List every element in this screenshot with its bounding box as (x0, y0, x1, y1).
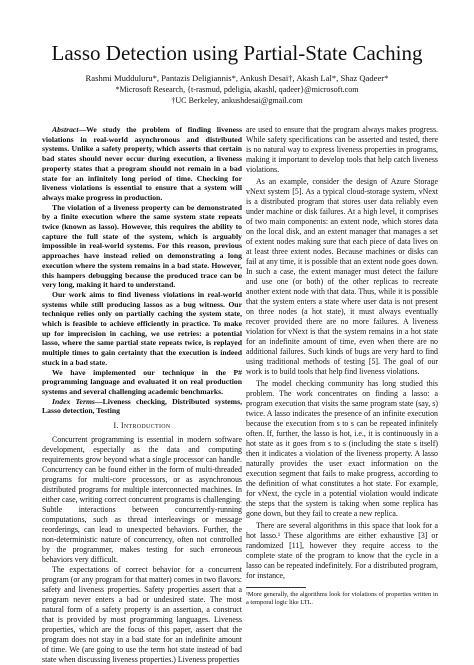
affiliation-berkeley: †UC Berkeley, ankushdesai@gmail.com (171, 96, 303, 105)
abstract-label: Abstract (52, 125, 79, 134)
abstract-paragraph: The violation of a liveness property can be demonstrated by a finite execution where the same system state repeats twice (known as lasso). However, this requires the ability to capture the full state of the system, which is arguably impossible in real-world systems. For this reason, previous approaches have instead relied on demonstrating a long execution where the system remains in a bad state. However, this hampers debugging because the produced trace can be very long, making it hard to understand. (42, 202, 242, 290)
body-paragraph: Concurrent programming is essential in modern software development, especially as the data and computing requirements grow beyond what a single processor can handle. Concurrency can be found either in the form of multi-threaded programs for multi-core processors, or as asynchronous distributed programs for multiple interconnected machines. In either case, writing correct concurrent programs is challenging. Subtle interactions between concurrently-running computations, such as thread interleavings or message reorderings, can lead to unexpected behaviors. Further, the non-deterministic nature of concurrency, often not controlled by the programmer, makes testing for such erroneous behaviors very difficult. (42, 435, 242, 565)
author-list: Rashmi Mudduluru*, Pantazis Deligiannis*, Ankush Desai†, Akash Lal*, Shaz Qadeer* (85, 73, 389, 83)
index-terms-label: Index Terms (52, 396, 95, 406)
abstract-paragraph: Abstract—We study the problem of finding liveness violations in real-world asynchronous and distributed systems. Unlike a safety property, which asserts that certain bad states should never occur during execution, a liveness property states that a program should not remain in a bad state for an infinitely long period of time. Checking for liveness violations is essential to ensure that a system will always make progress in production. (42, 125, 242, 202)
abstract-paragraph: We have implemented our technique in the P# programming language and evaluated it on real production systems and several challenging academic benchmarks. (42, 367, 242, 396)
footnote: ¹More generally, the algorithms look for violations of properties written in a temporal logic like LTL. (246, 591, 438, 606)
body-paragraph: As an example, consider the design of Azure Storage vNext system [5]. As a typical cloud-storage system, vNext is a distributed program that stores user data reliably even under machine or disk failures. At a high level, it comprises of two main components: an extent node, which stores data on the local disk, and an extent manager that manages a set of extent nodes making sure that each piece of data lives on at least three extent nodes. Because machines or disks can fail at any time, it is possible that an extent node goes down. In such a case, the extent manager must detect the failure and use one (or both) of the other replicas to recreate another extent node with that data. Thus, while it is possible that the system enters a state where user data is not present on three nodes (a hot state), it must always eventually recover provided there are no more failures. A liveness violation for vNext is that the system remains in a hot state for an indefinite amount of time, even when there are no additional failures. Such kinds of bugs are very hard to find using traditional methods of testing [5]. The goal of our work is to build tools that help find liveness violations. (246, 177, 438, 376)
footnote-divider (246, 587, 306, 588)
abstract-paragraph: Our work aims to find liveness violations in real-world systems while still producing lassos as a bug witness. Our technique relies only on partially caching the system state, which is feasible to achieve efficiently in practice. To make up for imprecision in caching, we use retries: a potential lasso, where the same partial state repeats twice, is replayed multiple times to gain certainty that the execution is indeed stuck in a bad state. (42, 289, 242, 367)
section-heading: I. Introduction (113, 421, 171, 431)
affiliation-microsoft: *Microsoft Research, {t-rasmud, pdeligia, akashl, qadeer}@microsoft.com (115, 85, 359, 94)
body-paragraph: There are several algorithms in this space that look for a hot lasso.¹ These algorithms are either exhaustive [3] or randomized [11], however they require access to the complete state of the program to know that the cycle in a lasso can be repeated indefinitely. For a distributed program, for instance, (246, 521, 438, 580)
left-column (42, 125, 242, 665)
paper-title: Lasso Detection using Partial-State Caching (51, 41, 423, 65)
body-paragraph: The model checking community has long studied this problem. The work concentrates on finding a lasso: a program execution that visits the same program state (say, s) twice. A lasso indicates the presence of an infinite execution because the execution from s to s can be repeated infinitely often. If, further, the lasso is hot, i.e., it is continuously in a hot state as it goes from s to s (including the state s itself) then it indicates a violation of the liveness property. A lasso naturally provides the user exact information on the execution segment that fails to make progress, according to the definition of what constitutes a hot state. For example, for vNext, the cycle in a potential violation would indicate the steps that the system is taking when some replica has gone down, but they fail to create a new replica. (246, 379, 438, 518)
body-paragraph: are used to ensure that the program always makes progress. While safety specifications can be asserted and tested, there is no natural way to express liveness properties in programs, making it important to develop tools that help catch liveness violations. (246, 125, 438, 174)
body-paragraph: The expectations of correct behavior for a concurrent program (or any program for that matter) comes in two flavors: safety and liveness properties. Safety properties assert that a program never enters a bad or undesired state. The most natural form of a safety property is an assertion, a construct that is provided by most programming languages. Liveness properties, which are the focus of this paper, assert that the program does not stay in a bad state for an indefinite amount of time. We (are going to use the term hot state instead of bad state when discussing liveness properties.) Liveness properties (42, 565, 242, 665)
right-column (246, 125, 438, 607)
index-terms: Index Terms—Liveness checking, Distributed systems, Lasso detection, Testing (42, 396, 243, 416)
